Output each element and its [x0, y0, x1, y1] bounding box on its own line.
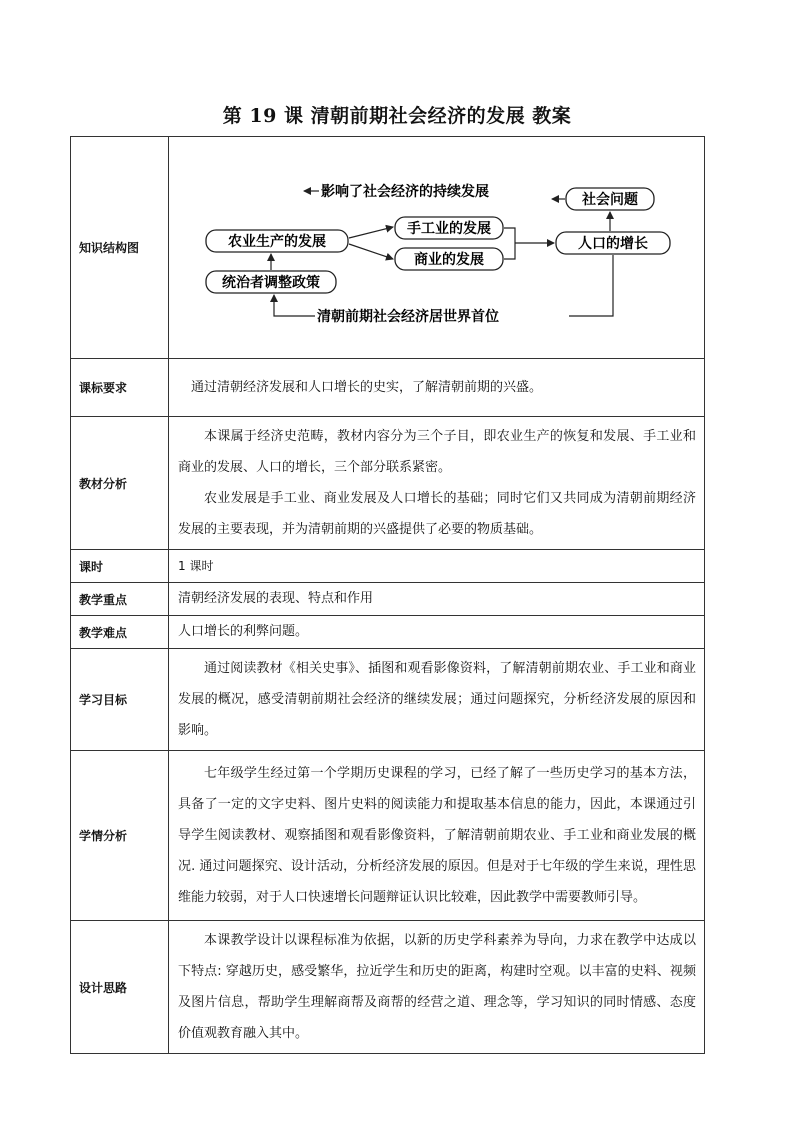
arrow-agri-handicraft: [349, 227, 393, 238]
table-row-hours: [71, 550, 705, 583]
goal-label: 学习目标: [71, 649, 169, 751]
textbook-label: 教材分析: [71, 417, 169, 550]
knowledge-diagram: [169, 137, 705, 359]
arrow-agri-commerce: [349, 244, 393, 259]
table-row-standard: [71, 359, 705, 417]
design-label: 设计思路: [71, 921, 169, 1054]
table-row-design: [71, 921, 705, 1054]
student-label: 学情分析: [71, 751, 169, 921]
bracket-handicraft-commerce: [504, 228, 515, 259]
goal-text: 通过阅读教材《相关史事》、插图和观看影像资料，了解清朝前期农业、手工业和商业发展的概况，感受清朝前期社会经济的继续发展；通过问题探究，分析经济发展的原因和影响。: [178, 661, 696, 738]
line-bottom-left: [274, 295, 315, 316]
structure-label: 知识结构图: [71, 137, 169, 359]
difficulty-label: 教学难点: [71, 616, 169, 649]
difficulty-text: 人口增长的利弊问题。: [178, 624, 309, 639]
key-label: 教学重点: [71, 583, 169, 616]
table-row-key: [71, 583, 705, 616]
standard-text: 通过清朝经济发展和人口增长的史实，了解清朝前期的兴盛。: [191, 380, 543, 395]
page-title: 第 19 课 清朝前期社会经济的发展 教案: [222, 105, 572, 127]
knowledge-diagram-svg: [169, 137, 714, 358]
standard-label: 课标要求: [71, 359, 169, 417]
line-bottom-right: [569, 255, 613, 316]
table-row-student: [71, 751, 705, 921]
diagram-social-problem: 社会问题: [582, 192, 638, 208]
textbook-paragraph-1: 本课属于经济史范畴，教材内容分为三个子目，即农业生产的恢复和发展、手工业和商业的发展、人口的增长，三个部分联系紧密。: [178, 429, 696, 475]
table-row-goal: [71, 649, 705, 751]
student-text: 七年级学生经过第一个学期历史课程的学习，已经了解了一些历史学习的基本方法，具备了一定的文字史料、图片史料的阅读能力和提取基本信息的能力，因此，本课通过引导学生阅读教材、观察插图和观看影像资料，了解清朝前期农业、手工业和商业发展的概况. 通过问题探究、设计活动，分析经济发展的原因。但是对于七年级的学生来说，理性思维能力较弱，对于人口快速增长问题辩证认识比较难，因此教学中需要教师引导。: [178, 766, 696, 905]
diagram-bottom-text: 清朝前期社会经济居世界首位: [317, 309, 499, 325]
table-row-structure: [71, 137, 705, 359]
design-text: 本课教学设计以课程标准为依据，以新的历史学科素养为导向，力求在教学中达成以下特点: 穿越历史，感受繁华，拉近学生和历史的距离，构建时空观。以丰富的史料、视频及图片信息，帮助学生理解商帮及商帮的经营之道、理念等，学习知识的同时情感、态度价值观教育融入其中。: [178, 933, 696, 1041]
diagram-handicraft: 手工业的发展: [407, 221, 491, 237]
table-row-difficulty: [71, 616, 705, 649]
table-row-textbook: [71, 417, 705, 550]
diagram-rulers: 统治者调整政策: [222, 275, 320, 291]
textbook-paragraph-2: 农业发展是手工业、商业发展及人口增长的基础；同时它们又共同成为清朝前期经济发展的主要表现，并为清朝前期的兴盛提供了必要的物质基础。: [178, 491, 696, 537]
diagram-agriculture: 农业生产的发展: [228, 234, 326, 250]
diagram-population: 人口的增长: [578, 236, 648, 252]
diagram-top-text: 影响了社会经济的持续发展: [321, 184, 489, 200]
hours-text: 1 课时: [178, 559, 214, 573]
hours-label: 课时: [71, 550, 169, 583]
diagram-commerce: 商业的发展: [414, 252, 484, 268]
lesson-plan-table: [70, 136, 705, 1054]
key-text: 清朝经济发展的表现、特点和作用: [178, 591, 374, 606]
